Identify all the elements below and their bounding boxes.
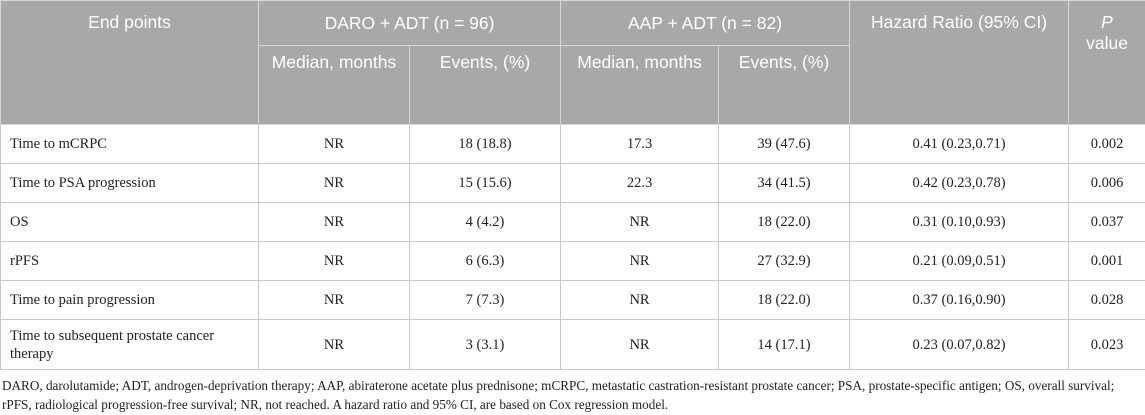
cell-hazard-ratio: 0.42 (0.23,0.78) — [850, 164, 1069, 203]
cell-p-value: 0.023 — [1069, 320, 1145, 370]
cell-daro-median: NR — [259, 125, 410, 164]
cell-daro-events: 7 (7.3) — [410, 281, 561, 320]
cell-endpoint: Time to subsequent prostate cancer therapy — [1, 320, 259, 370]
header-daro-group: DARO + ADT (n = 96) — [259, 1, 561, 46]
header-daro-median: Median, months — [259, 46, 410, 125]
cell-aap-median: 17.3 — [561, 125, 719, 164]
cell-p-value: 0.028 — [1069, 281, 1145, 320]
header-p-value — [1069, 1, 1145, 125]
cell-daro-median: NR — [259, 320, 410, 370]
table-footnote: DARO, darolutamide; ADT, androgen-deprivation therapy; AAP, abiraterone acetate plus prednisone; mCRPC, metastatic castration-resistant prostate cancer; PSA, prostate-specific antigen; OS, overall survival; rPFS, radiological progression-free survival; NR, not reached. A hazard ratio and 95% CI, are based on Cox regression model. — [2, 378, 1115, 412]
header-value-label: value — [1086, 33, 1128, 53]
cell-aap-median: NR — [561, 203, 719, 242]
cell-daro-events: 4 (4.2) — [410, 203, 561, 242]
cell-aap-median: 22.3 — [561, 164, 719, 203]
cell-p-value: 0.037 — [1069, 203, 1145, 242]
header-hazard-ratio: Hazard Ratio (95% CI) — [850, 1, 1069, 125]
cell-p-value: 0.006 — [1069, 164, 1145, 203]
cell-daro-median: NR — [259, 203, 410, 242]
cell-aap-median: NR — [561, 320, 719, 370]
cell-p-value: 0.002 — [1069, 125, 1145, 164]
cell-aap-events: 18 (22.0) — [719, 281, 850, 320]
cell-hazard-ratio: 0.23 (0.07,0.82) — [850, 320, 1069, 370]
cell-hazard-ratio: 0.21 (0.09,0.51) — [850, 242, 1069, 281]
cell-daro-events: 3 (3.1) — [410, 320, 561, 370]
table-row — [1, 125, 1145, 164]
cell-p-value: 0.001 — [1069, 242, 1145, 281]
cell-aap-median: NR — [561, 281, 719, 320]
table-row — [1, 203, 1145, 242]
cell-daro-median: NR — [259, 242, 410, 281]
cell-aap-events: 14 (17.1) — [719, 320, 850, 370]
cell-aap-events: 18 (22.0) — [719, 203, 850, 242]
cell-hazard-ratio: 0.41 (0.23,0.71) — [850, 125, 1069, 164]
header-daro-events: Events, (%) — [410, 46, 561, 125]
table-header — [1, 1, 1145, 125]
cell-endpoint: rPFS — [1, 242, 259, 281]
header-end-points: End points — [1, 1, 259, 125]
header-aap-median: Median, months — [561, 46, 719, 125]
cell-aap-events: 39 (47.6) — [719, 125, 850, 164]
cell-endpoint: Time to PSA progression — [1, 164, 259, 203]
cell-hazard-ratio: 0.37 (0.16,0.90) — [850, 281, 1069, 320]
cell-endpoint: Time to pain progression — [1, 281, 259, 320]
cell-daro-events: 15 (15.6) — [410, 164, 561, 203]
table-row — [1, 242, 1145, 281]
cell-endpoint: Time to mCRPC — [1, 125, 259, 164]
cell-endpoint: OS — [1, 203, 259, 242]
cell-daro-events: 6 (6.3) — [410, 242, 561, 281]
table-row — [1, 164, 1145, 203]
header-aap-events: Events, (%) — [719, 46, 850, 125]
cell-aap-events: 34 (41.5) — [719, 164, 850, 203]
cell-daro-median: NR — [259, 281, 410, 320]
cell-hazard-ratio: 0.31 (0.10,0.93) — [850, 203, 1069, 242]
header-p-label: P — [1101, 12, 1113, 32]
cell-daro-median: NR — [259, 164, 410, 203]
table-body — [1, 125, 1145, 370]
cell-aap-events: 27 (32.9) — [719, 242, 850, 281]
table-row — [1, 320, 1145, 370]
table-row — [1, 281, 1145, 320]
header-aap-group: AAP + ADT (n = 82) — [561, 1, 850, 46]
cell-daro-events: 18 (18.8) — [410, 125, 561, 164]
cell-aap-median: NR — [561, 242, 719, 281]
